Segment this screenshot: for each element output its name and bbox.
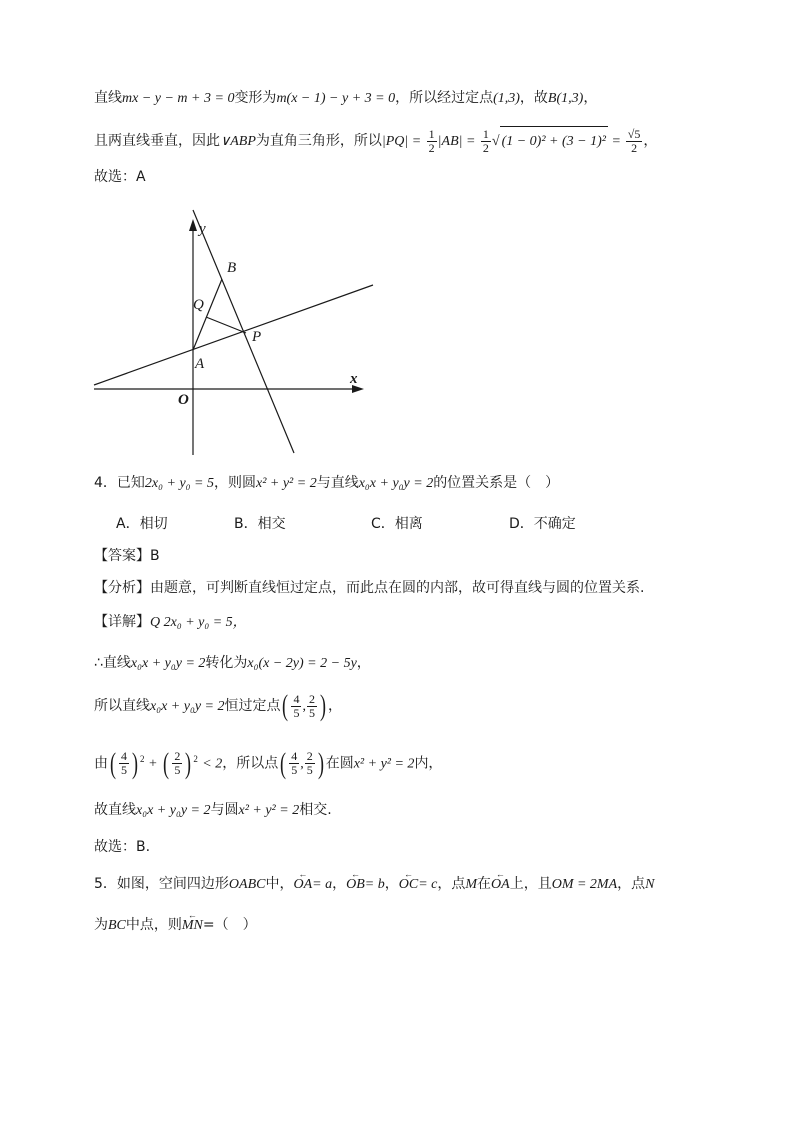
detail-row-3: 所以直线x₀x + y₀y = 2恒过定点( $\frac{4}{5}$ , $\frac{2}{5}$ ) ， — [94, 689, 342, 722]
line-AP — [94, 285, 373, 385]
detail-row-2: ∴直线x₀x + y₀y = 2转化为x₀(x − 2y) = 2 − 5y， — [94, 655, 371, 671]
label-Q: Q — [193, 297, 204, 313]
question-5-line-2: 为BC中点，则← MN=（ ） — [94, 915, 257, 936]
solution-line-1: 直线mx − y − m + 3 = 0变形为m(x − 1) − y + 3 = 0，所以经过定点(1,3)，故B(1,3)， — [94, 90, 598, 106]
answer-row: 【答案】B — [94, 548, 160, 564]
option-b: B．相交 — [234, 516, 286, 532]
label-x: x — [350, 371, 358, 387]
label-P: P — [252, 329, 262, 345]
label-O: O — [178, 392, 189, 408]
segment-QP — [206, 317, 246, 333]
fraction-half-2: $\frac{1}{2}$ — [482, 126, 489, 155]
label-y: y — [199, 221, 206, 237]
solution-line-2: 且两直线垂直，因此∨ABP为直角三角形，所以|PQ| = $\frac{1}{2}$ |AB| = $\frac{1}{2}$ √ (1 − 0)² + (3 − 1)² = $\frac{√5}{2}$ ， — [94, 126, 657, 157]
option-d: D．不确定 — [509, 516, 576, 532]
detail-row-4: 由( $\frac{4}{5}$ ) $^2$ + ( $\frac{2}{5}$ ) $^2$ < 2，所以点( $\frac{4}{5}$ , $\frac{2}{5}$ ) 在圆x² + y² = 2内， — [94, 746, 443, 780]
y-arrow-icon — [189, 219, 197, 231]
detail-row-5: 故直线x₀x + y₀y = 2与圆x² + y² = 2相交. — [94, 802, 332, 818]
coordinate-figure — [88, 205, 388, 460]
label-B: B — [227, 260, 237, 276]
label-A: A — [195, 356, 205, 372]
final-answer: 故选：B. — [94, 839, 151, 855]
detail-row-1: 【详解】Q 2x₀ + y₀ = 5， — [94, 614, 247, 630]
question-4-stem: 4．已知2x₀ + y₀ = 5，则圆x² + y² = 2与直线x₀x + y₀y = 2的位置关系是（ ） — [94, 475, 560, 491]
fraction-half: $\frac{1}{2}$ — [428, 126, 435, 155]
question-5-line-1: 5．如图，空间四边形OABC中，← OA= a，← OB= b，← OC= c，点M在← OA上，且OM = 2MA，点N — [94, 874, 654, 895]
option-a: A．相切 — [116, 516, 168, 532]
fraction-sqrt5-over-2: $\frac{√5}{2}$ — [627, 126, 641, 155]
answer-line: 故选：A — [94, 169, 146, 185]
analysis-row: 【分析】由题意，可判断直线恒过定点，而此点在圆的内部，故可得直线与圆的位置关系. — [94, 580, 645, 596]
segment-AB — [193, 279, 222, 350]
option-c: C．相离 — [371, 516, 423, 532]
